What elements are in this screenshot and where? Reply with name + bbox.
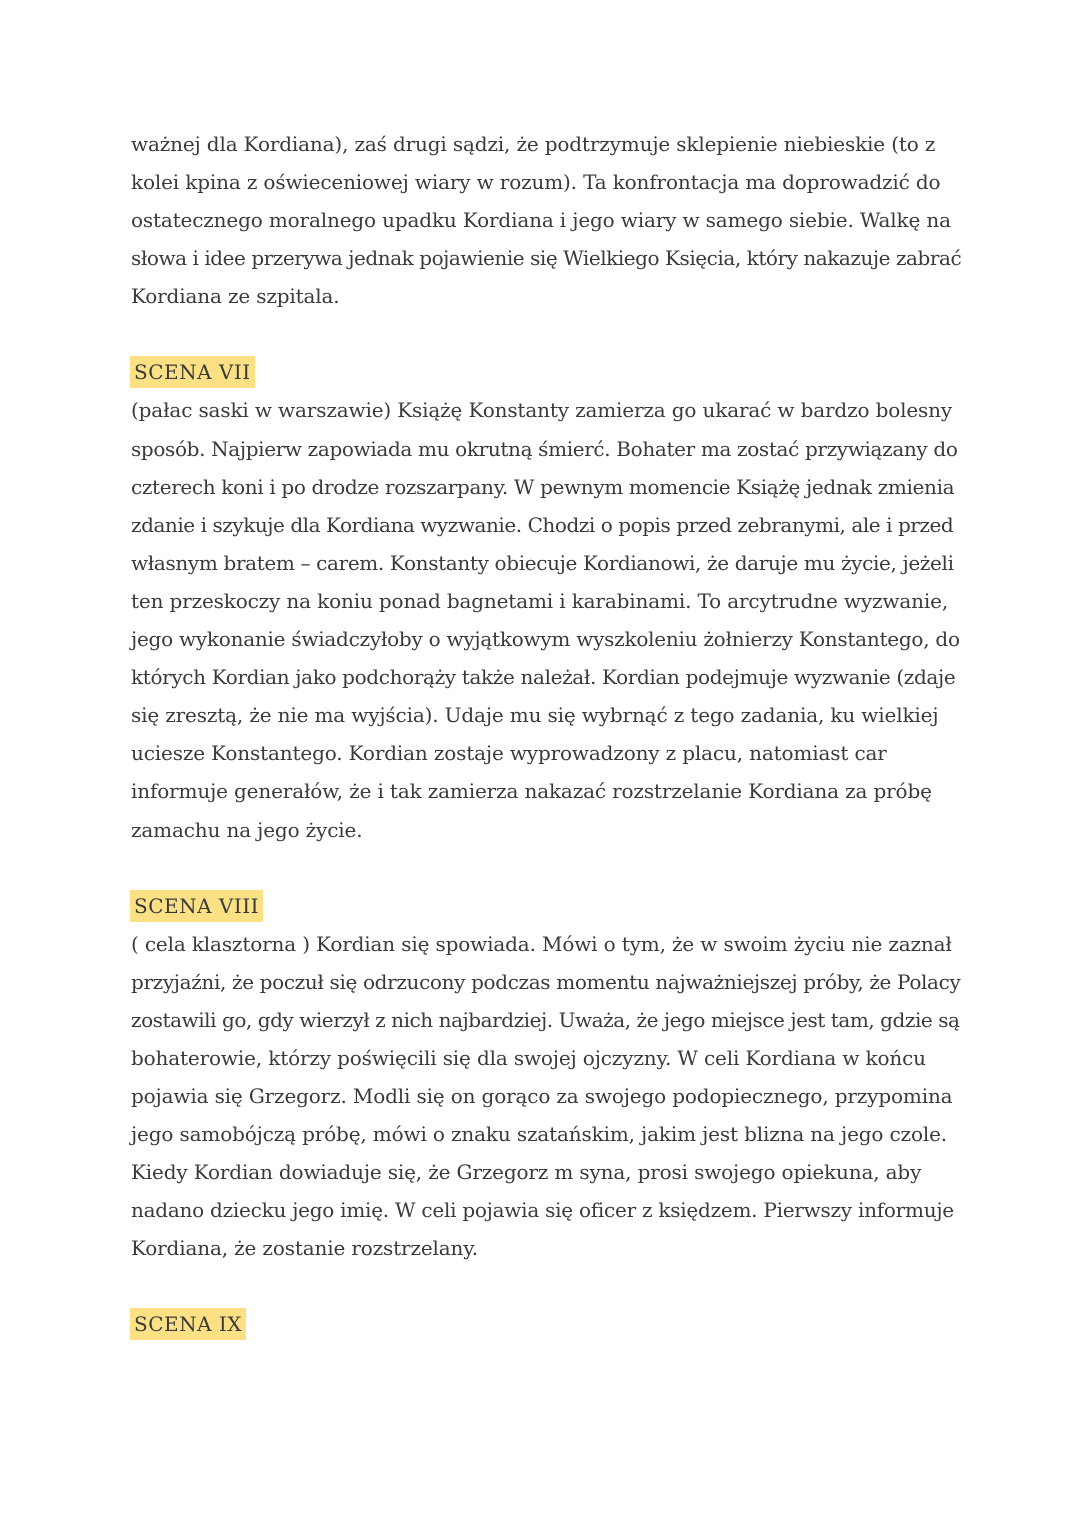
scene-7-heading-row xyxy=(131,353,961,391)
paragraph-line: jego wykonanie świadczyłoby o wyjątkowym wyszkoleniu żołnierzy Konstantego, do xyxy=(131,627,960,652)
paragraph-line: własnym bratem – carem. Konstanty obiecuje Kordianowi, że daruje mu życie, jeżeli xyxy=(131,550,954,575)
scene-9-heading: SCENA IX xyxy=(130,1308,246,1340)
paragraph-spacer xyxy=(131,315,961,353)
paragraph-spacer xyxy=(131,849,961,887)
paragraph-line: których Kordian jako podchorąży także należał. Kordian podejmuje wyzwanie (zdaje xyxy=(131,665,956,690)
paragraph-line: ostatecznego moralnego upadku Kordiana i jego wiary w samego siebie. Walkę na xyxy=(131,208,951,233)
paragraph-line: ( cela klasztorna ) Kordian się spowiada. Mówi o tym, że w swoim życiu nie zaznał xyxy=(131,931,952,956)
paragraph-line: Kordiana, że zostanie rozstrzelany. xyxy=(131,1236,478,1261)
paragraph-line: zdanie i szykuje dla Kordiana wyzwanie. Chodzi o popis przed zebranymi, ale i przed xyxy=(131,512,954,537)
scene-7-paragraph xyxy=(131,391,961,848)
scene-8-heading: SCENA VIII xyxy=(130,890,263,922)
paragraph-line: zostawili go, gdy wierzył z nich najbardziej. Uważa, że jego miejsce jest tam, gdzie są xyxy=(131,1007,960,1032)
document-page xyxy=(131,125,961,1343)
paragraph-line: bohaterowie, którzy poświęcili się dla swojej ojczyzny. W celi Kordiana w końcu xyxy=(131,1045,926,1070)
paragraph-line: jego samobójczą próbę, mówi o znaku szatańskim, jakim jest blizna na jego czole. xyxy=(131,1122,947,1147)
paragraph-line: Kiedy Kordian dowiaduje się, że Grzegorz m syna, prosi swojego opiekuna, aby xyxy=(131,1160,922,1185)
paragraph-line: uciesze Konstantego. Kordian zostaje wyprowadzony z placu, natomiast car xyxy=(131,741,887,766)
paragraph-line: Kordiana ze szpitala. xyxy=(131,284,340,309)
paragraph-spacer xyxy=(131,1267,961,1305)
paragraph-line: nadano dziecku jego imię. W celi pojawia się oficer z księdzem. Pierwszy informuje xyxy=(131,1198,954,1223)
scene-8-heading-row xyxy=(131,887,961,925)
intro-paragraph xyxy=(131,125,961,315)
paragraph-line: kolei kpina z oświeceniowej wiary w rozum). Ta konfrontacja ma doprowadzić do xyxy=(131,170,941,195)
paragraph-line: przyjaźni, że poczuł się odrzucony podczas momentu najważniejszej próby, że Polacy xyxy=(131,969,961,994)
paragraph-line: ten przeskoczy na koniu ponad bagnetami i karabinami. To arcytrudne wyzwanie, xyxy=(131,588,949,613)
scene-9-heading-row xyxy=(131,1305,961,1343)
paragraph-line: informuje generałów, że i tak zamierza nakazać rozstrzelanie Kordiana za próbę xyxy=(131,779,932,804)
paragraph-line: (pałac saski w warszawie) Książę Konstanty zamierza go ukarać w bardzo bolesny xyxy=(131,398,953,423)
paragraph-line: czterech koni i po drodze rozszarpany. W pewnym momencie Książę jednak zmienia xyxy=(131,474,955,499)
paragraph-line: słowa i idee przerywa jednak pojawienie się Wielkiego Księcia, który nakazuje zabrać xyxy=(131,246,962,271)
paragraph-line: zamachu na jego życie. xyxy=(131,817,363,842)
paragraph-line: sposób. Najpierw zapowiada mu okrutną śmierć. Bohater ma zostać przywiązany do xyxy=(131,436,958,461)
scene-8-paragraph xyxy=(131,925,961,1268)
paragraph-line: pojawia się Grzegorz. Modli się on gorąco za swojego podopiecznego, przypomina xyxy=(131,1083,953,1108)
paragraph-line: ważnej dla Kordiana), zaś drugi sądzi, że podtrzymuje sklepienie niebieskie (to z xyxy=(131,132,936,156)
scene-7-heading: SCENA VII xyxy=(130,356,255,388)
paragraph-line: się zresztą, że nie ma wyjścia). Udaje mu się wybrnąć z tego zadania, ku wielkiej xyxy=(131,703,939,728)
